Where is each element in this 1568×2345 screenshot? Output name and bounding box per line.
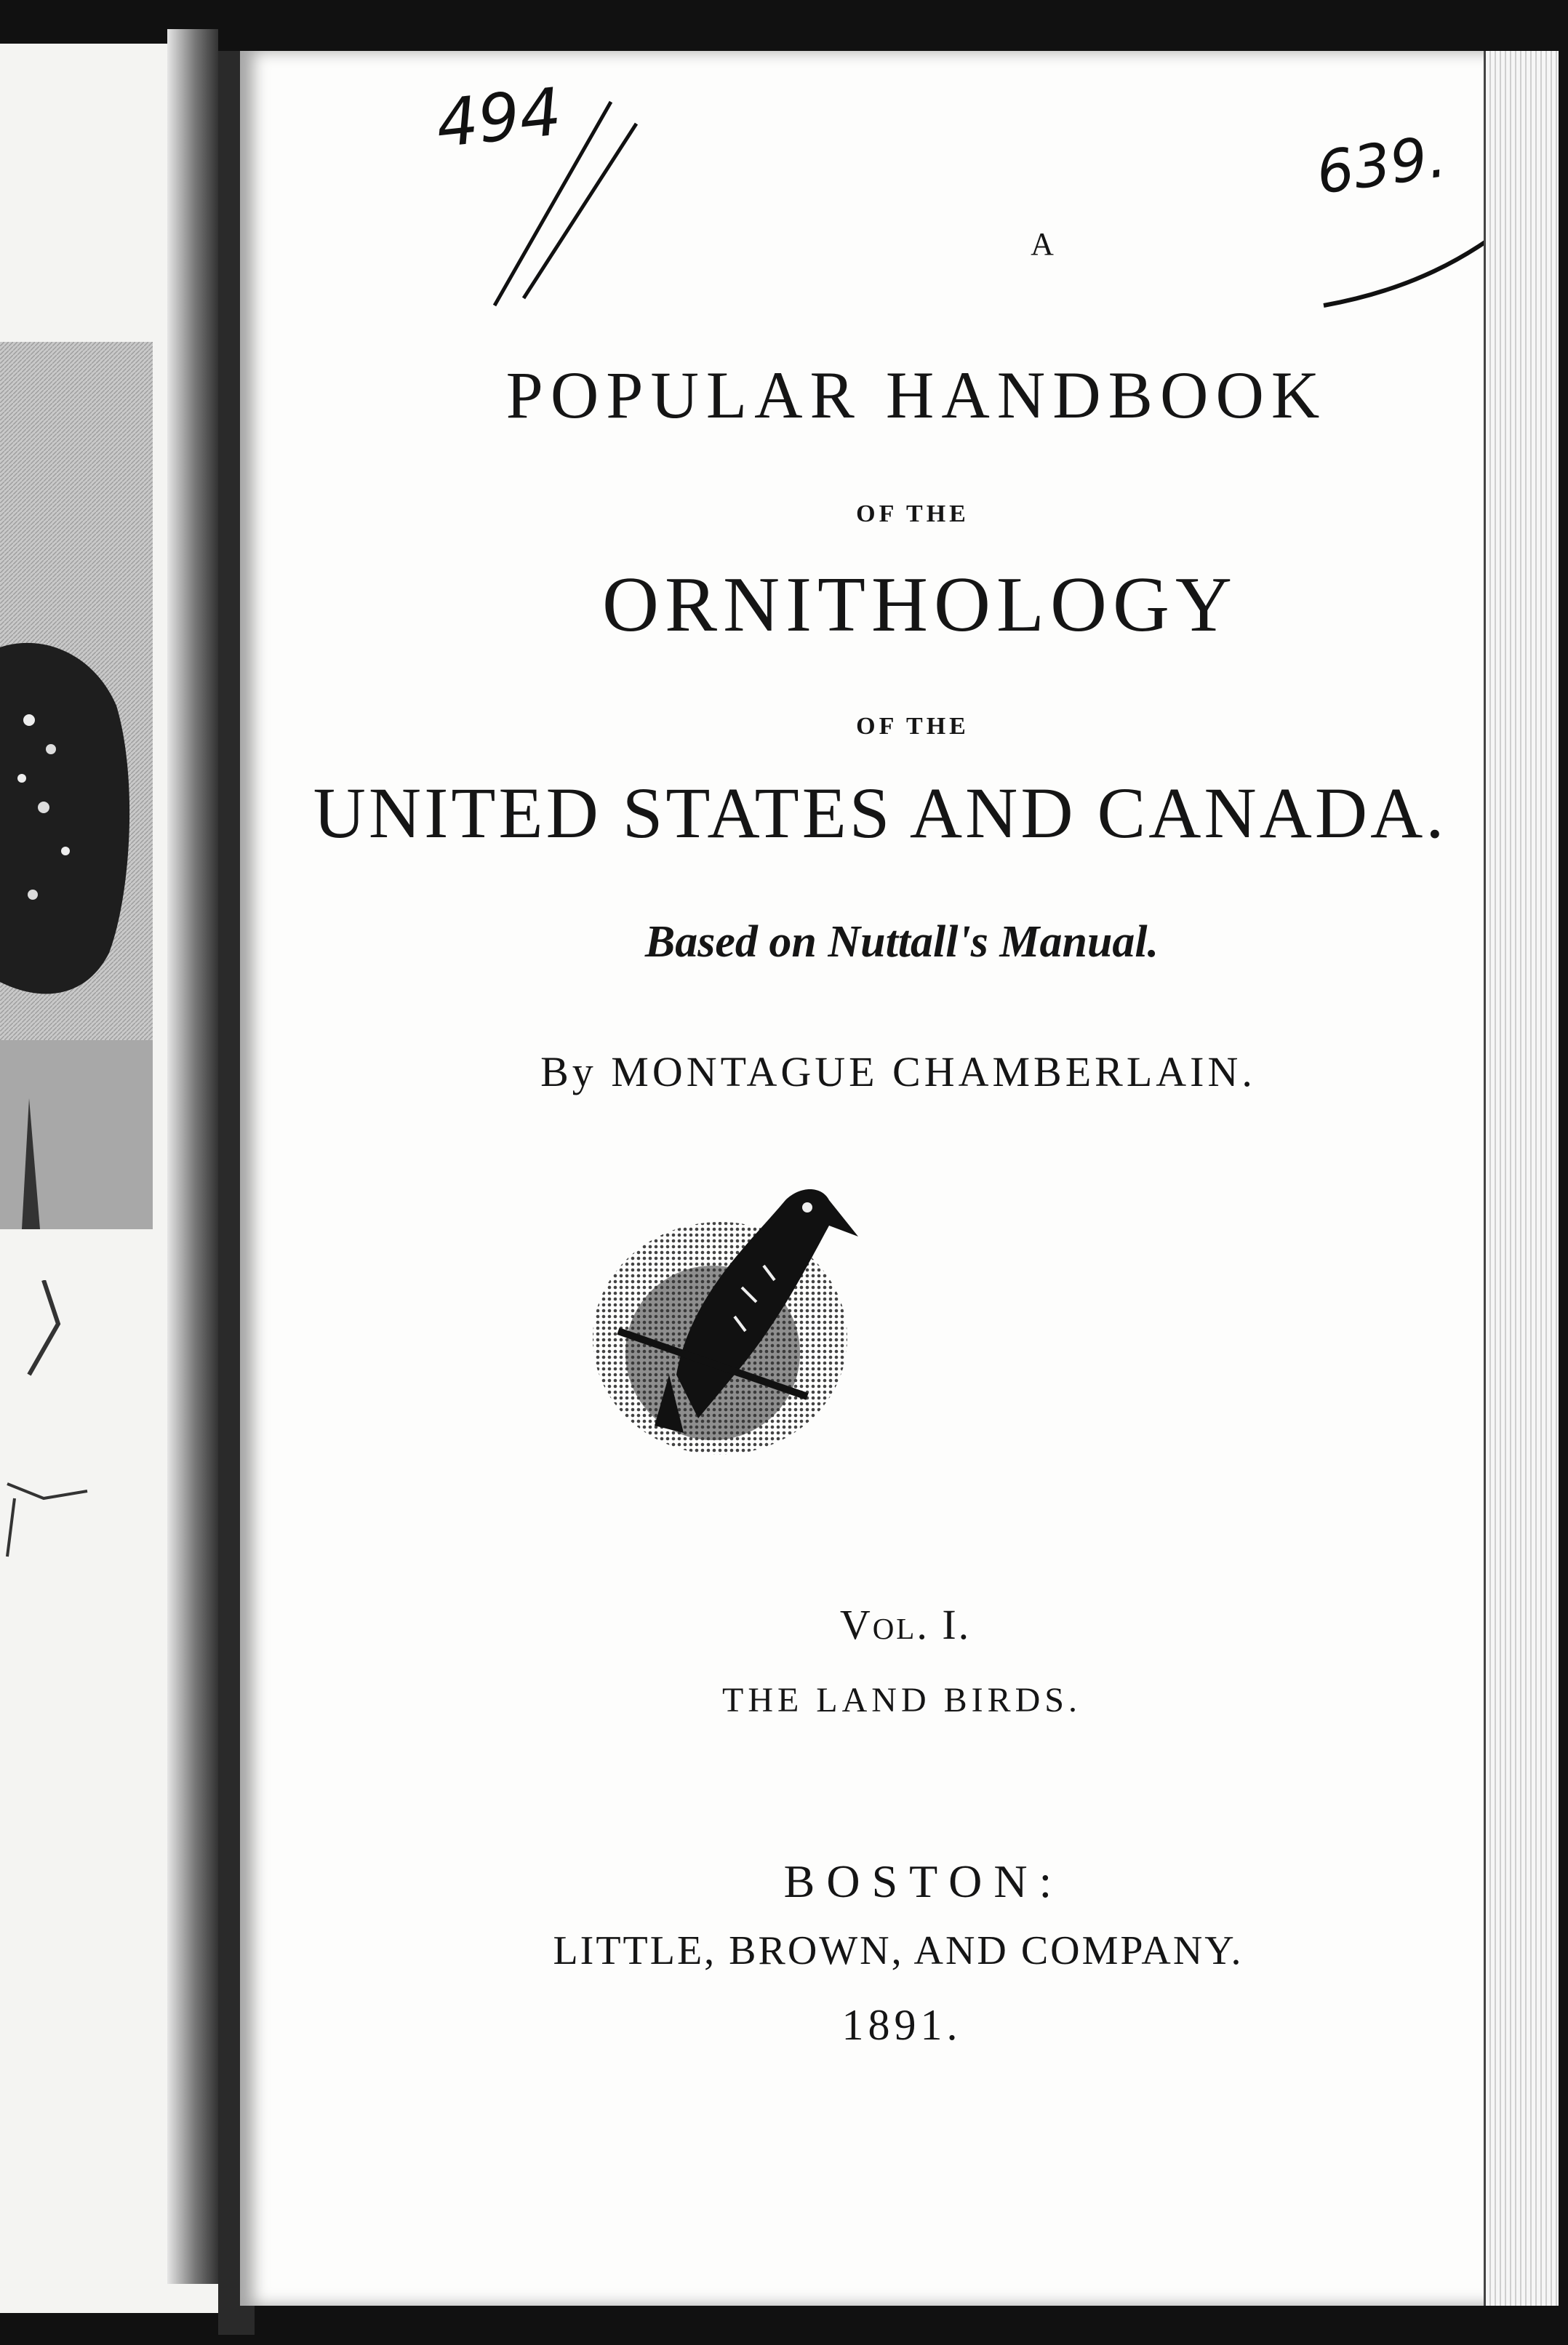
facing-page-sketch <box>0 1280 160 1862</box>
title-connector-2: OF THE <box>856 713 969 740</box>
gutter-shadow <box>167 29 218 2284</box>
handwritten-shelf-number: 494 <box>432 73 565 163</box>
title-line-3: UNITED STATES AND CANADA. <box>313 772 1447 853</box>
publication-year: 1891. <box>841 2001 962 2049</box>
publication-place: BOSTON: <box>783 1855 1064 1907</box>
title-line-2: ORNITHOLOGY <box>602 562 1238 648</box>
title-page <box>240 51 1520 2306</box>
volume-number: Vol. I. <box>839 1601 972 1648</box>
bird-vignette <box>589 1156 880 1462</box>
title-article: A <box>1031 226 1057 262</box>
handwritten-catalog-number: 639. <box>1312 122 1450 207</box>
volume-title: THE LAND BIRDS. <box>722 1681 1081 1719</box>
title-line-1: POPULAR HANDBOOK <box>505 358 1327 432</box>
publisher: LITTLE, BROWN, AND COMPANY. <box>553 1928 1244 1973</box>
title-connector-1: OF THE <box>856 500 969 527</box>
pencil-strokes <box>480 95 640 313</box>
frontispiece-engraving <box>0 342 153 1229</box>
frontispiece-illustration <box>0 342 153 1229</box>
subtitle: Based on Nuttall's Manual. <box>644 917 1159 967</box>
page-edges <box>1484 51 1559 2306</box>
author: By MONTAGUE CHAMBERLAIN. <box>540 1048 1256 1095</box>
